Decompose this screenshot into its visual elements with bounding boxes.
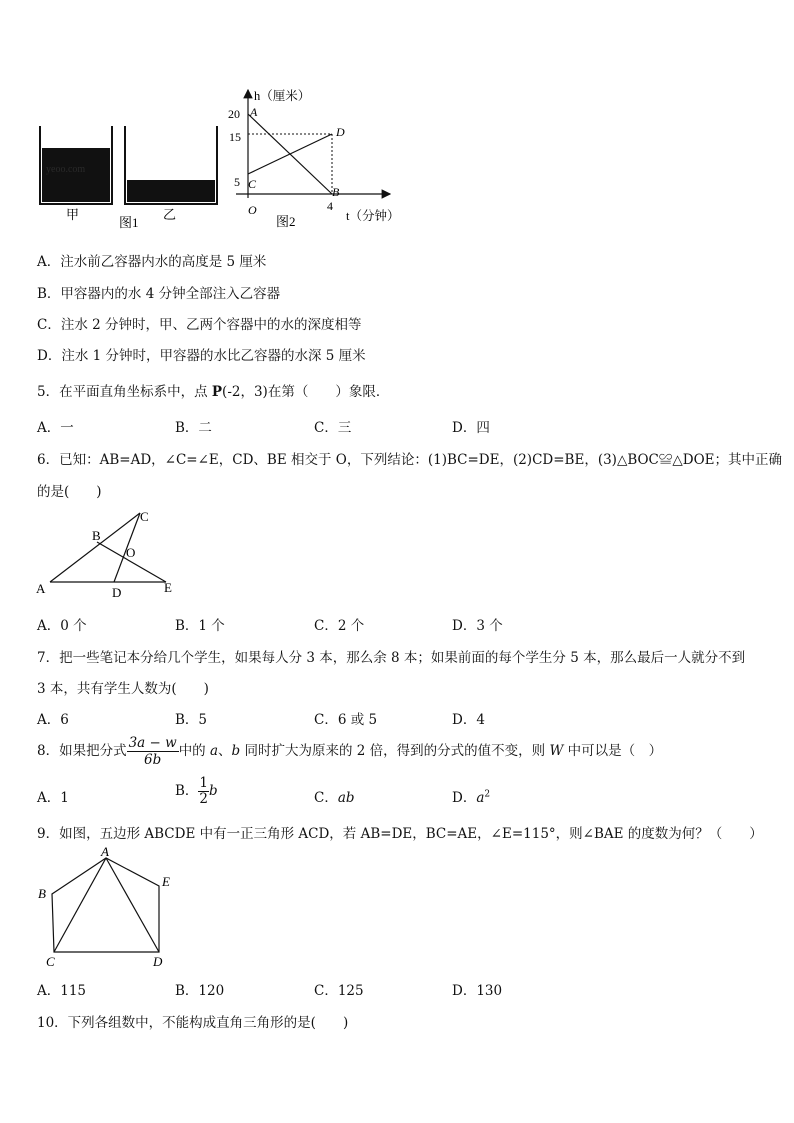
q8-stem-tail: 中可以是（ ） [563, 743, 663, 759]
q8-option-b-fraction [198, 776, 209, 807]
q8-stem-mid-2: 、 [218, 743, 232, 759]
label-jia: 甲 [66, 207, 80, 222]
q6-label-o: O [126, 545, 136, 560]
q9-figure [32, 844, 182, 969]
figure-1-caption: 图1 [119, 215, 139, 230]
q5-option-b: B．二 [175, 420, 212, 436]
q6-figure [32, 505, 192, 600]
q8-option-b-var: b [209, 783, 218, 799]
q5-point-label: P [211, 384, 223, 400]
q9-option-a: A．115 [37, 983, 87, 999]
q7-stem-line-2: 3 本，共有学生人数为( ) [37, 681, 209, 697]
container-jia [40, 126, 112, 204]
q8-option-a: A．1 [37, 790, 69, 806]
x-axis-label: t（分钟） [346, 209, 400, 223]
q4-option-b: B．甲容器内的水 4 分钟全部注入乙容器 [37, 286, 281, 302]
q6-label-d: D [112, 585, 122, 600]
q8-var-a: a [209, 743, 219, 759]
origin-label: O [248, 203, 257, 217]
tick-4: 4 [327, 199, 333, 213]
q6-option-a: A．0 个 [37, 618, 87, 634]
q8-option-b-denominator: 2 [199, 791, 209, 807]
q10-stem: 10．下列各组数中，不能构成直角三角形的是( ) [37, 1015, 349, 1031]
q8-stem-mid-1: 中的 [178, 743, 210, 759]
q9-option-c: C．125 [314, 983, 364, 999]
q8-var-b: b [231, 743, 241, 759]
q7-option-d: D．4 [452, 712, 485, 728]
point-b-label: B [332, 185, 340, 199]
q8-option-c [314, 786, 355, 806]
tick-5: 5 [234, 175, 240, 189]
q5-coords: (-2，3) [222, 384, 268, 400]
q6-label-e: E [164, 580, 172, 595]
label-yi: 乙 [163, 207, 177, 222]
q6-stem-line-2: 的是( ) [37, 484, 102, 500]
point-d-label: D [336, 125, 345, 139]
q9-label-e: E [162, 874, 170, 889]
container-yi [125, 126, 217, 204]
q8-fraction [127, 735, 179, 768]
q8-fraction-numerator: 3a − w [128, 735, 177, 751]
figure-2-graph [222, 84, 422, 234]
q9-label-a: A [101, 844, 109, 859]
q7-stem-line-1: 7．把一些笔记本分给几个学生，如果每人分 3 本，那么余 8 本；如果前面的每个学生分 5 本，那么最后一人就分不到 [37, 650, 746, 666]
q4-option-a: A．注水前乙容器内水的高度是 5 厘米 [37, 254, 267, 270]
q8-stem-mid-3: 同时扩大为原来的 2 倍，得到的分式的值不变，则 [240, 743, 550, 759]
tick-15: 15 [229, 130, 241, 144]
series-line-cd [248, 134, 332, 174]
q4-option-d: D．注水 1 分钟时，甲容器的水比乙容器的水深 5 厘米 [37, 348, 366, 364]
point-c-label: C [248, 177, 257, 191]
q8-stem-text: 8．如果把分式 [37, 743, 127, 759]
q6-label-a: A [36, 581, 46, 596]
q5-option-d: D．四 [452, 420, 490, 436]
tick-20: 20 [228, 107, 240, 121]
q8-option-b-prefix: B． [175, 783, 199, 799]
q8-stem [37, 735, 662, 768]
q6-option-d: D．3 个 [452, 618, 503, 634]
y-axis-label: h（厘米） [254, 89, 311, 103]
q8-option-b-numerator: 1 [199, 775, 209, 791]
q8-option-c-var: ab [337, 790, 355, 806]
q5-option-a: A．一 [37, 420, 74, 436]
q8-option-d-prefix: D． [452, 790, 477, 806]
figure-1-containers [30, 118, 230, 233]
q6-stem-line-1: 6．已知：AB=AD，∠C=∠E，CD、BE 相交于 O，下列结论：(1)BC=DE，(2)CD=BE，(3)△BOC≌△DOE；其中正确 [37, 452, 783, 468]
q7-option-a: A．6 [37, 712, 69, 728]
q9-option-d: D．130 [452, 983, 503, 999]
q8-option-d-var: a [476, 790, 485, 806]
q7-option-c: C．6 或 5 [314, 712, 378, 728]
figure-2-caption: 图2 [276, 214, 296, 229]
q5-stem [37, 380, 389, 400]
q9-label-d: D [153, 954, 163, 969]
q9-stem: 9．如图，五边形 ABCDE 中有一正三角形 ACD，若 AB=DE，BC=AE，∠E=115°，则∠BAE 的度数为何？（ ） [37, 826, 763, 842]
q9-option-b: B．120 [175, 983, 225, 999]
point-a-label: A [250, 105, 258, 119]
q6-option-b: B．1 个 [175, 618, 225, 634]
q5-stem-text: 5．在平面直角坐标系中，点 [37, 384, 212, 400]
q7-option-b: B．5 [175, 712, 208, 728]
q6-label-c: C [140, 509, 149, 524]
q6-label-b: B [92, 528, 101, 543]
q8-option-d [452, 786, 490, 806]
q6-option-c: C．2 个 [314, 618, 365, 634]
dashed-guide [248, 134, 332, 194]
watermark-text: yeoo.com [46, 164, 86, 175]
q5-stem-tail: 在第（ ）象限． [267, 384, 390, 400]
q4-option-c: C．注水 2 分钟时，甲、乙两个容器中的水的深度相等 [37, 317, 362, 333]
q8-option-d-exponent: 2 [484, 789, 491, 800]
q8-option-c-prefix: C． [314, 790, 338, 806]
q8-fraction-denominator: 6b [144, 752, 162, 768]
q9-label-c: C [46, 954, 55, 969]
q8-option-b [175, 776, 218, 807]
q9-label-b: B [38, 886, 46, 901]
q8-var-w: W [549, 743, 564, 759]
q5-option-c: C．三 [314, 420, 352, 436]
